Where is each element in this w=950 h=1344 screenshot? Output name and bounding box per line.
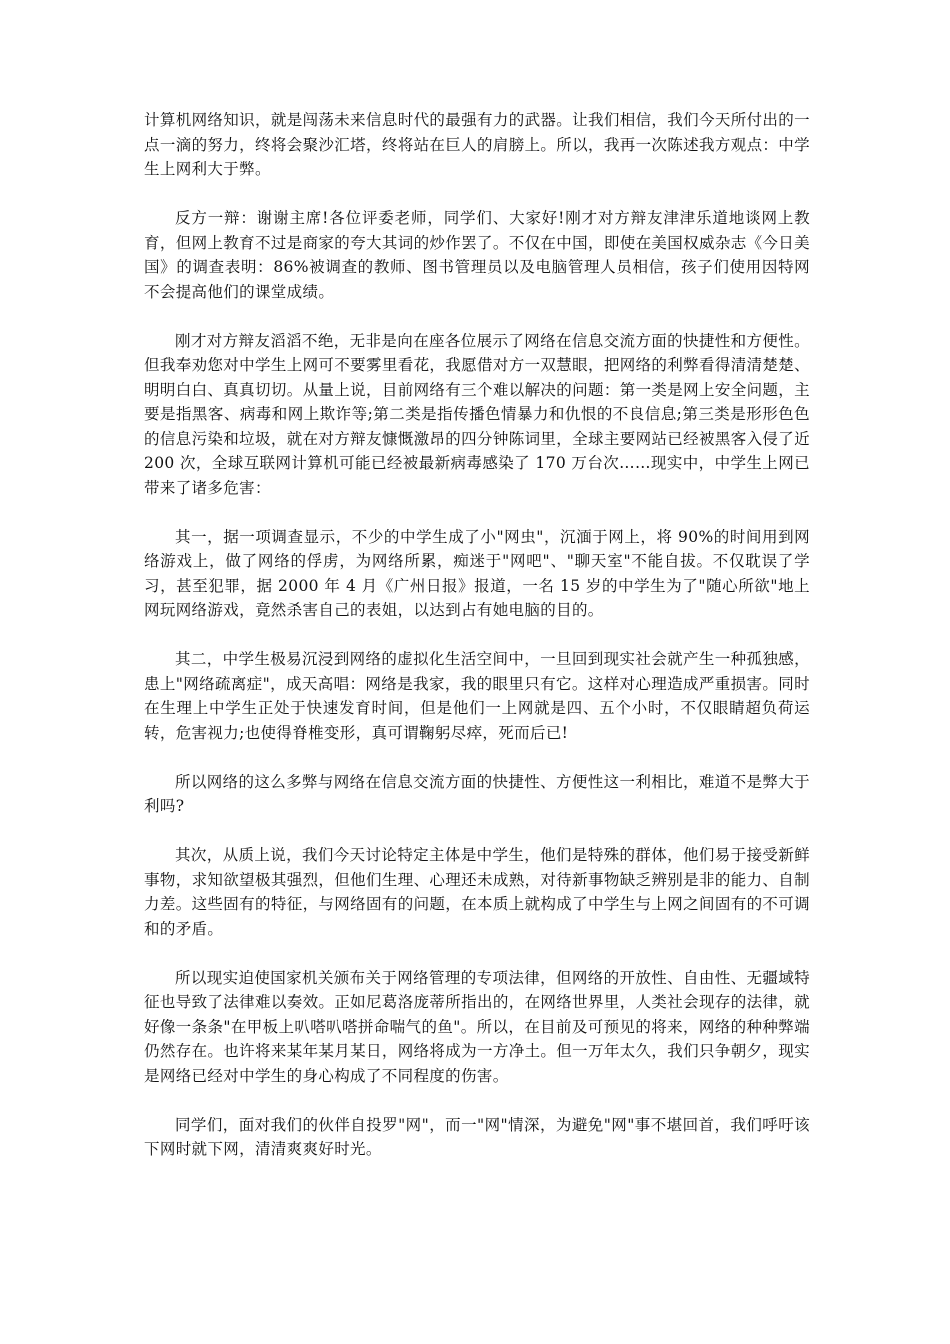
- document-body: [144, 108, 810, 1186]
- paragraph-9: 同学们，面对我们的伙伴自投罗"网"，而一"网"情深，为避免"网"事不堪回首，我们呼吁该下网时就下网，清清爽爽好时光。: [144, 1115, 810, 1158]
- paragraph-1: 计算机网络知识，就是闯荡未来信息时代的最强有力的武器。让我们相信，我们今天所付出的一点一滴的努力，终将会聚沙汇塔，终将站在巨人的肩膀上。所以，我再一次陈述我方观点：中学生上网利大于弊。: [144, 111, 810, 178]
- paragraph-8: 所以现实迫使国家机关颁布关于网络管理的专项法律，但网络的开放性、自由性、无疆域特征也导致了法律难以奏效。正如尼葛洛庞蒂所指出的，在网络世界里，人类社会现存的法律，就好像一条条"在甲板上叭嗒叭嗒拼命喘气的鱼"。所以，在目前及可预见的将来，网络的种种弊端仍然存在。也许将来某年某月某日，网络将成为一方净土。但一万年太久，我们只争朝夕，现实是网络已经对中学生的身心构成了不同程度的伤害。: [144, 968, 810, 1085]
- paragraph-3: 刚才对方辩友滔滔不绝，无非是向在座各位展示了网络在信息交流方面的快捷性和方便性。但我奉劝您对中学生上网可不要雾里看花，我愿借对方一双慧眼，把网络的利弊看得清清楚楚、明明白白、真真切切。从量上说，目前网络有三个难以解决的问题：第一类是网上安全问题，主要是指黑客、病毒和网上欺诈等;第二类是指传播色情暴力和仇恨的不良信息;第三类是形形色色的信息污染和垃圾，就在对方辩友慷慨激昂的四分钟陈词里，全球主要网站已经被黑客入侵了近 200 次，全球互联网计算机可能已经被最新病毒感染了 170 万台次……现实中，中学生上网已带来了诸多危害：: [144, 331, 810, 497]
- paragraph-4: 其一，据一项调查显示，不少的中学生成了小"网虫"，沉湎于网上，将 90%的时间用到网络游戏上，做了网络的俘虏，为网络所累，痴迷于"网吧"、"聊天室"不能自拔。不仅耽误了学习，甚至犯罪，据 2000 年 4 月《广州日报》报道，一名 15 岁的中学生为了"随心所欲"地上网玩网络游戏，竟然杀害自己的表姐，以达到占有她电脑的目的。: [144, 527, 810, 619]
- paragraph-2: 反方一辩：谢谢主席!各位评委老师，同学们、大家好!刚才对方辩友津津乐道地谈网上教育，但网上教育不过是商家的夸大其词的炒作罢了。不仅在中国，即使在美国权威杂志《今日美国》的调查表明：86%被调查的教师、图书管理员以及电脑管理人员相信，孩子们使用因特网不会提高他们的课堂成绩。: [144, 209, 810, 301]
- paragraph-6: 所以网络的这么多弊与网络在信息交流方面的快捷性、方便性这一利相比，难道不是弊大于利吗?: [144, 772, 810, 815]
- paragraph-5: 其二，中学生极易沉浸到网络的虚拟化生活空间中，一旦回到现实社会就产生一种孤独感，患上"网络疏离症"，成天高唱：网络是我家，我的眼里只有它。这样对心理造成严重损害。同时在生理上中学生正处于快速发育时间，但是他们一上网就是四、五个小时，不仅眼睛超负荷运转，危害视力;也使得脊椎变形，真可谓鞠躬尽瘁，死而后已!: [144, 650, 810, 742]
- paragraph-7: 其次，从质上说，我们今天讨论特定主体是中学生，他们是特殊的群体，他们易于接受新鲜事物，求知欲望极其强烈，但他们生理、心理还未成熟，对待新事物缺乏辨别是非的能力、自制力差。这些固有的特征，与网络固有的问题，在本质上就构成了中学生与上网之间固有的不可调和的矛盾。: [144, 846, 810, 938]
